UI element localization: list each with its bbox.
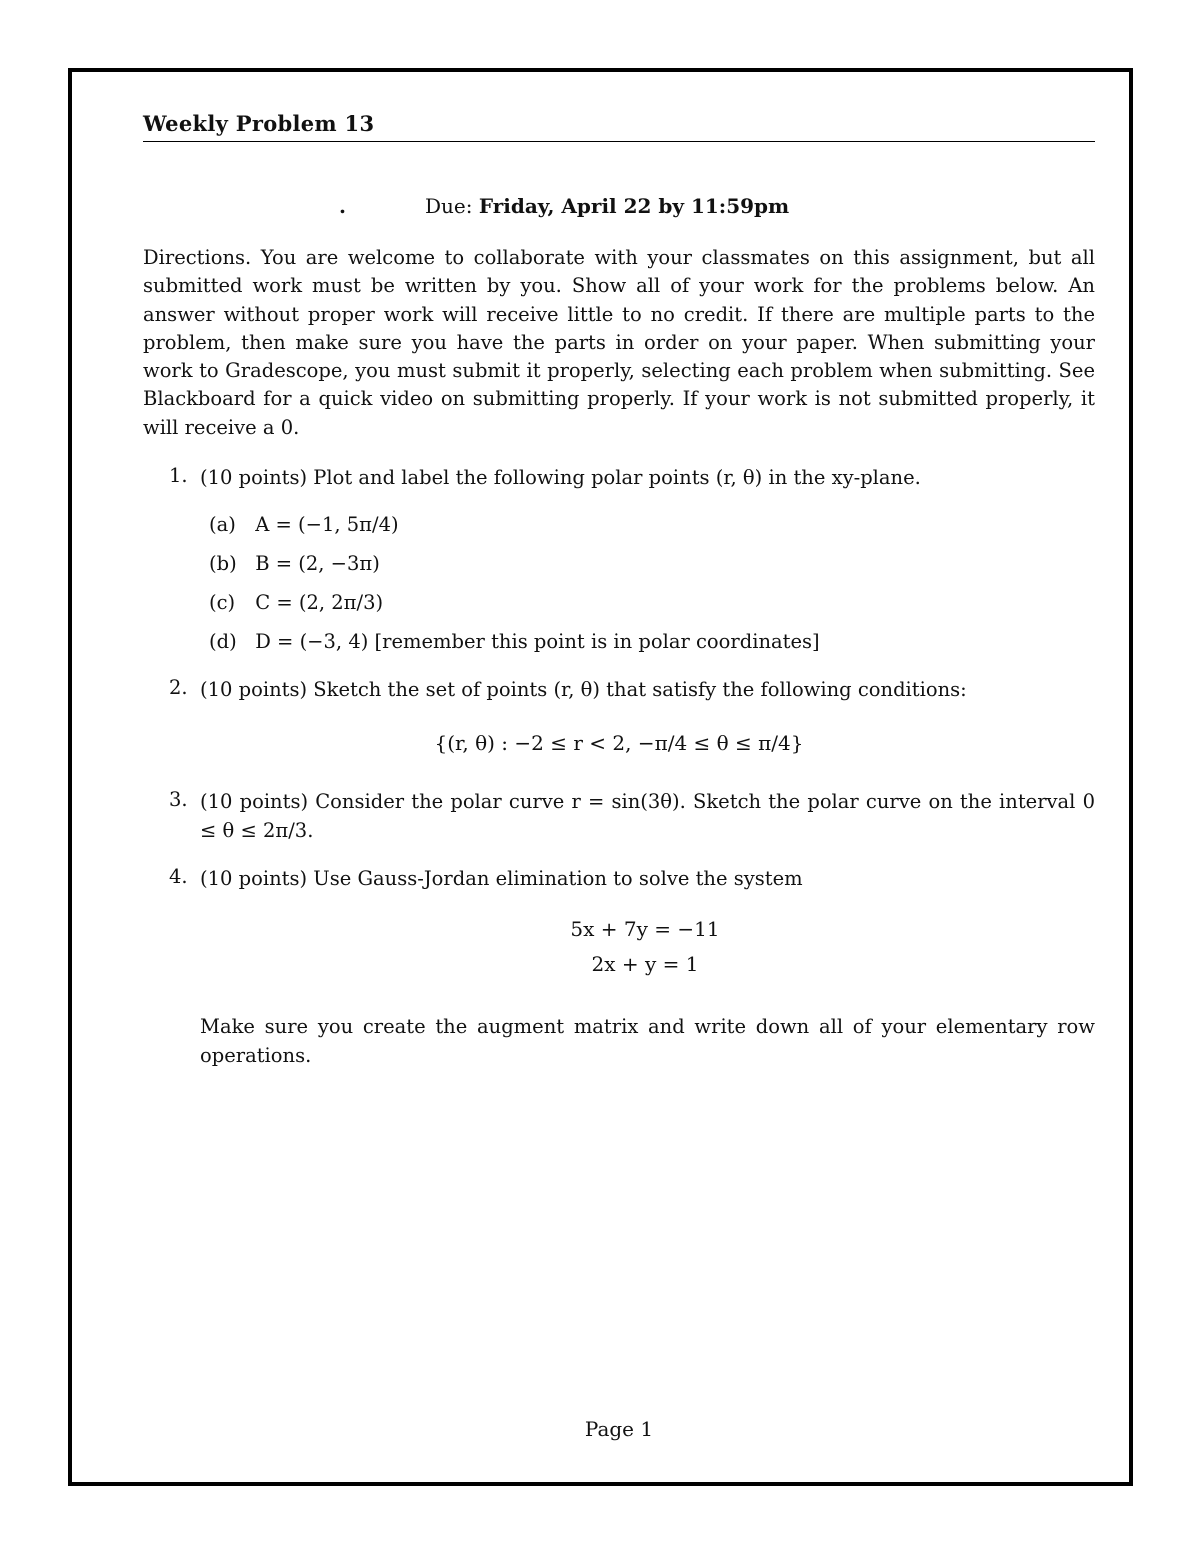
problem-text: (10 points) Use Gauss-Jordan elimination to solve the system (200, 867, 803, 890)
problem-text: (10 points) Sketch the set of points (r, θ) that satisfy the following conditions: (200, 678, 967, 701)
problem-number: 3. (169, 788, 188, 811)
due-label: Due: (425, 194, 473, 218)
problem-1-part-d (209, 630, 820, 653)
part-label: (b) (209, 552, 237, 575)
page-number: Page 1 (584, 1417, 654, 1441)
header-rule (143, 141, 1095, 142)
set-definition: {(r, θ) : −2 ≤ r < 2, −π/4 ≤ θ ≤ π/4} (434, 731, 804, 755)
equation-2: 2x + y = 1 (591, 952, 699, 976)
problem-number: 2. (169, 676, 188, 699)
due-dot: . (339, 194, 346, 218)
due-text (425, 194, 789, 218)
part-label: (a) (209, 513, 236, 536)
directions-paragraph: Directions. You are welcome to collaborate with your classmates on this assignment, but all submitted work must be written by you. Show all of your work for the problems below. An answer without proper work will receive little to no credit. If there are multiple parts to the problem, then make sure you have the parts in order on your paper. When submitting your work to Gradescope, you must submit it properly, selecting each problem when submitting. See Blackboard for a quick video on submitting properly. If your work is not submitted properly, it will receive a 0. (143, 246, 1095, 439)
problem-1-part-b (209, 552, 380, 575)
part-text: A = (−1, 5π/4) (255, 513, 399, 536)
problem-1-part-a (209, 513, 399, 536)
problem-text: (10 points) Consider the polar curve r = sin(3θ). Sketch the polar curve on the interval 0 ≤ θ ≤ 2π/3. (200, 790, 1095, 842)
equation-1: 5x + 7y = −11 (570, 917, 720, 941)
problem-number: 4. (169, 865, 188, 888)
part-text: B = (2, −3π) (255, 552, 380, 575)
part-text: D = (−3, 4) [remember this point is in polar coordinates] (255, 630, 820, 653)
part-label: (d) (209, 630, 237, 653)
part-label: (c) (209, 591, 236, 614)
problem-1-part-c (209, 591, 383, 614)
problem-number: 1. (169, 464, 188, 487)
page-title: Weekly Problem 13 (143, 111, 375, 136)
problem-followup: Make sure you create the augment matrix and write down all of your elementary row operations. (200, 1015, 1095, 1067)
due-value: Friday, April 22 by 11:59pm (478, 194, 790, 218)
part-text: C = (2, 2π/3) (255, 591, 384, 614)
problem-text: (10 points) Plot and label the following polar points (r, θ) in the xy-plane. (200, 466, 921, 489)
